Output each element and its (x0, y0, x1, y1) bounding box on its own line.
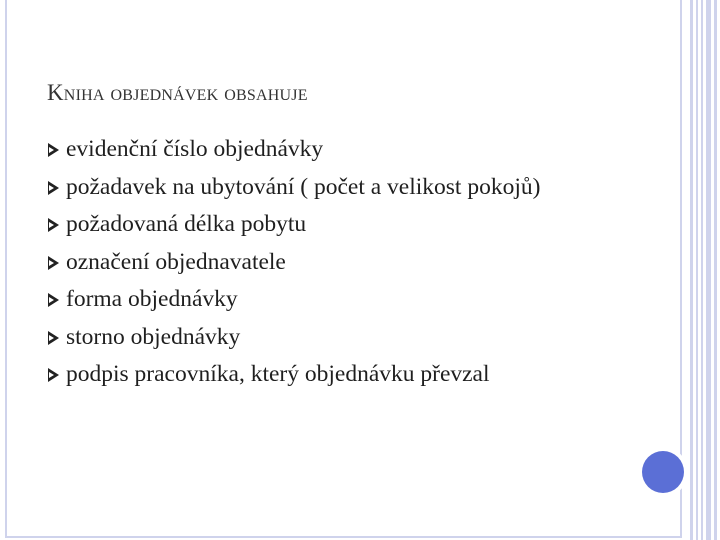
arrow-bullet-icon (48, 218, 59, 232)
decorative-rule (696, 0, 698, 540)
bullet-text: evidenční číslo objednávky (66, 136, 324, 162)
bullet-item (48, 172, 608, 203)
arrow-bullet-icon (48, 368, 59, 382)
arrow-bullet-icon (48, 331, 59, 345)
bullet-item (48, 322, 608, 353)
bullet-text: forma objednávky (66, 286, 238, 312)
decorative-rule (714, 0, 717, 540)
arrow-bullet-icon (48, 293, 59, 307)
bullet-item (48, 247, 608, 278)
bullet-item (48, 134, 608, 165)
decorative-rule (706, 0, 711, 540)
decorative-rule (690, 0, 693, 540)
bullet-item (48, 284, 608, 315)
bullet-text: označení objednavatele (66, 248, 286, 275)
slide-title: Kniha objednávek obsahuje (47, 80, 308, 105)
bullet-text: podpis pracovníka, který objednávku převzal (66, 361, 490, 387)
bullet-item (48, 209, 608, 240)
arrow-bullet-icon (48, 143, 59, 157)
bullet-text: požadavek na ubytování ( počet a velikost pokojů) (66, 173, 541, 200)
bullet-item (48, 359, 608, 390)
bullet-list (48, 134, 608, 397)
bullet-text: storno objednávky (66, 323, 241, 350)
arrow-bullet-icon (48, 256, 59, 270)
bullet-text: požadovaná délka pobytu (66, 211, 307, 237)
circle-ornament-fill (642, 451, 684, 493)
decorative-rule (701, 0, 703, 540)
arrow-bullet-icon (48, 181, 59, 195)
